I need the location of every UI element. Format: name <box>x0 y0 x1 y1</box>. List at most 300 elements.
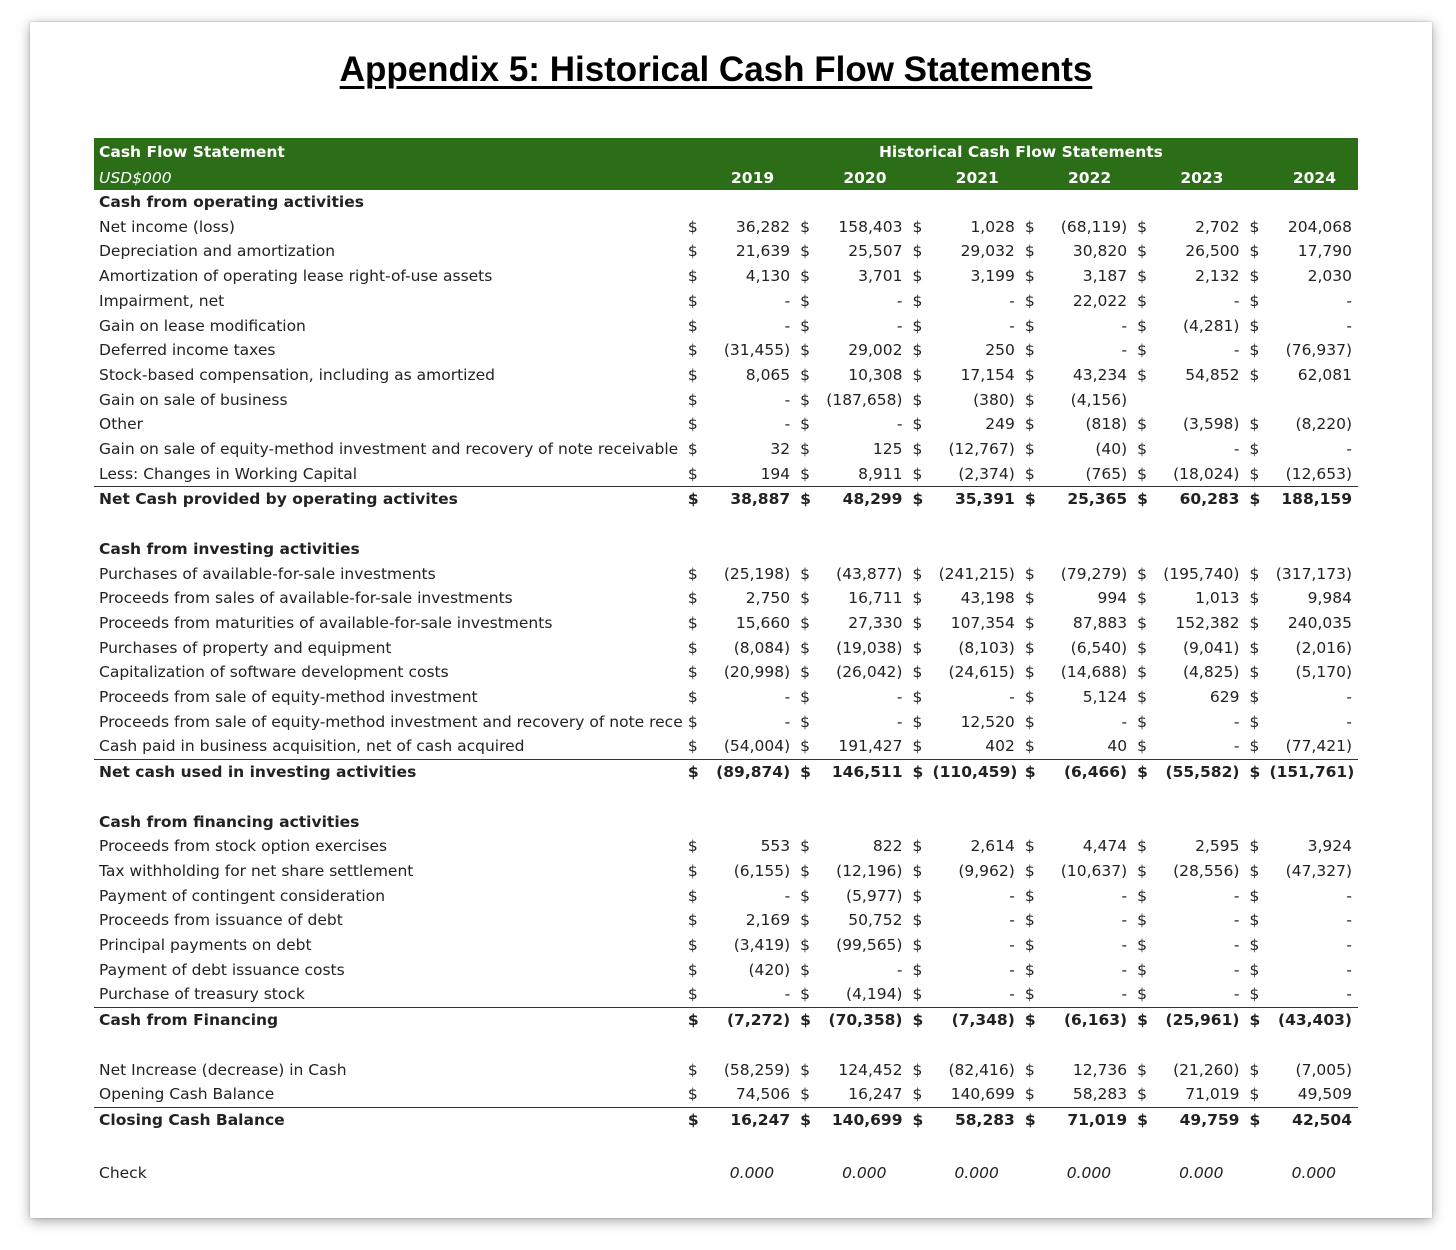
cash-flow-table <box>94 138 1358 1186</box>
year-header: 2023 <box>1133 166 1245 190</box>
currency-sign: $ <box>908 487 932 512</box>
value-cell: - <box>784 985 791 1004</box>
summary-row <box>94 1058 1358 1083</box>
line-item-row <box>94 215 1358 240</box>
currency-sign: $ <box>1133 1008 1157 1033</box>
value-cell: 62,081 <box>1297 365 1352 384</box>
currency-sign: $ <box>687 217 698 236</box>
value-cell: (89,874) <box>708 760 796 785</box>
value-cell: 43,198 <box>960 589 1015 608</box>
value-cell: (110,459) <box>933 760 1021 785</box>
year-header: 2024 <box>1245 166 1358 190</box>
currency-sign: $ <box>800 589 811 608</box>
section-heading-row <box>94 190 1358 215</box>
value-cell: 71,019 <box>1185 1085 1240 1104</box>
currency-sign: $ <box>1137 365 1148 384</box>
currency-sign: $ <box>1024 589 1035 608</box>
value-cell: (2,374) <box>958 464 1015 483</box>
currency-sign: $ <box>912 316 923 335</box>
value-cell: (6,155) <box>733 861 791 880</box>
value-cell: - <box>1121 911 1128 930</box>
currency-sign: $ <box>1024 267 1035 286</box>
currency-sign: $ <box>1137 564 1148 583</box>
currency-sign: $ <box>800 911 811 930</box>
row-label: Closing Cash Balance <box>94 1107 684 1132</box>
value-cell <box>1270 388 1358 413</box>
currency-sign: $ <box>1137 1085 1148 1104</box>
currency-sign: $ <box>1137 911 1148 930</box>
value-cell: 10,308 <box>848 365 903 384</box>
value-cell: - <box>1346 886 1352 905</box>
section-heading: Cash from investing activities <box>99 539 360 558</box>
value-cell: 629 <box>1209 688 1240 707</box>
value-cell: 3,199 <box>970 267 1015 286</box>
currency-sign: $ <box>687 985 698 1004</box>
currency-sign: $ <box>1137 886 1148 905</box>
value-cell: 17,790 <box>1297 242 1352 261</box>
line-item-row <box>94 388 1358 413</box>
value-cell: (818) <box>1085 415 1128 434</box>
value-cell: 74,506 <box>735 1085 791 1104</box>
currency-sign: $ <box>912 365 923 384</box>
line-item-row <box>94 710 1358 735</box>
value-cell: 16,711 <box>848 589 903 608</box>
currency-sign: $ <box>912 985 923 1004</box>
value-cell: - <box>1121 886 1128 905</box>
currency-sign: $ <box>1249 688 1260 707</box>
value-cell: 16,247 <box>708 1107 796 1132</box>
row-label: Purchases of available-for-sale investments <box>99 564 436 583</box>
line-item-row <box>94 586 1358 611</box>
row-label: Depreciation and amortization <box>99 242 336 261</box>
value-cell: 994 <box>1097 589 1128 608</box>
currency-sign: $ <box>1137 589 1148 608</box>
value-cell: 42,504 <box>1270 1107 1358 1132</box>
value-cell: (24,615) <box>948 663 1015 682</box>
value-cell: - <box>1346 911 1352 930</box>
currency-sign: $ <box>912 688 923 707</box>
currency-sign: $ <box>1137 638 1148 657</box>
value-cell: - <box>1121 936 1128 955</box>
value-cell: 25,507 <box>848 242 903 261</box>
value-cell: 49,759 <box>1157 1107 1245 1132</box>
row-label: Payment of contingent consideration <box>99 886 386 905</box>
section-heading: Cash from financing activities <box>99 812 360 831</box>
value-cell: - <box>784 712 791 731</box>
section-total-row <box>94 487 1358 512</box>
currency-sign: $ <box>800 1085 811 1104</box>
value-cell: - <box>1233 985 1240 1004</box>
value-cell: 25,365 <box>1045 487 1133 512</box>
currency-sign: $ <box>1024 1060 1035 1079</box>
value-cell: - <box>1009 985 1015 1004</box>
currency-sign: $ <box>1133 1107 1157 1132</box>
value-cell: (26,042) <box>836 663 903 682</box>
value-cell: - <box>1346 985 1352 1004</box>
value-cell: 5,124 <box>1082 688 1128 707</box>
currency-sign: $ <box>800 242 811 261</box>
currency-sign: $ <box>684 487 708 512</box>
value-cell: 71,019 <box>1045 1107 1133 1132</box>
currency-sign: $ <box>1137 663 1148 682</box>
section-total-row <box>94 760 1358 785</box>
currency-sign: $ <box>687 291 698 310</box>
value-cell: 1,013 <box>1195 589 1240 608</box>
currency-sign: $ <box>1024 886 1035 905</box>
line-item-row <box>94 562 1358 587</box>
currency-sign: $ <box>912 886 923 905</box>
currency-sign: $ <box>687 1085 698 1104</box>
currency-sign: $ <box>912 390 923 409</box>
currency-sign: $ <box>1137 737 1148 756</box>
line-item-row <box>94 338 1358 363</box>
currency-sign: $ <box>1137 960 1148 979</box>
historical-super-header: Historical Cash Flow Statements <box>684 138 1358 166</box>
currency-sign: $ <box>684 1008 708 1033</box>
row-label: Cash paid in business acquisition, net of cash acquired <box>99 737 525 756</box>
currency-sign: $ <box>1249 589 1260 608</box>
currency-sign: $ <box>687 861 698 880</box>
currency-sign: $ <box>1249 440 1260 459</box>
value-cell: 402 <box>985 737 1015 756</box>
check-value: 0.000 <box>842 1163 887 1182</box>
value-cell: 40 <box>1107 737 1128 756</box>
currency-sign: $ <box>687 564 698 583</box>
section-heading-filler <box>684 537 1358 562</box>
currency-sign: $ <box>912 613 923 632</box>
table-title: Cash Flow Statement <box>94 138 684 166</box>
value-cell: 58,283 <box>933 1107 1021 1132</box>
section-heading-filler <box>684 810 1358 835</box>
value-cell: 43,234 <box>1072 365 1128 384</box>
value-cell: - <box>1009 688 1015 707</box>
spacer-cell <box>94 785 1358 810</box>
currency-sign: $ <box>1021 487 1045 512</box>
value-cell: (4,194) <box>846 985 903 1004</box>
value-cell: (76,937) <box>1285 341 1352 360</box>
currency-sign: $ <box>1137 415 1148 434</box>
currency-sign: $ <box>800 365 811 384</box>
currency-sign: $ <box>796 487 820 512</box>
value-cell: 250 <box>985 341 1015 360</box>
row-label: Cash from Financing <box>94 1008 684 1033</box>
value-cell: 2,702 <box>1195 217 1240 236</box>
value-cell: 2,595 <box>1195 837 1240 856</box>
currency-sign: $ <box>1249 737 1260 756</box>
spacer-row <box>94 1133 1358 1160</box>
row-label: Net Increase (decrease) in Cash <box>99 1060 347 1079</box>
currency-sign: $ <box>796 1107 820 1132</box>
line-item-row <box>94 437 1358 462</box>
value-cell: - <box>1346 688 1352 707</box>
summary-row <box>94 1082 1358 1107</box>
currency-sign: $ <box>912 638 923 657</box>
currency-sign: $ <box>687 464 698 483</box>
line-item-row <box>94 636 1358 661</box>
value-cell: (8,103) <box>958 638 1015 657</box>
currency-sign: $ <box>687 242 698 261</box>
row-label: Net income (loss) <box>99 217 235 236</box>
section-total-row <box>94 1008 1358 1033</box>
currency-sign: $ <box>1137 613 1148 632</box>
value-cell: 60,283 <box>1157 487 1245 512</box>
value-cell: - <box>1233 291 1240 310</box>
currency-sign: $ <box>684 760 708 785</box>
currency-sign: $ <box>1249 613 1260 632</box>
value-cell: 125 <box>872 440 903 459</box>
currency-sign: $ <box>1024 316 1035 335</box>
value-cell: (47,327) <box>1285 861 1352 880</box>
value-cell: - <box>1346 316 1352 335</box>
currency-sign: $ <box>1137 837 1148 856</box>
row-label: Gain on sale of equity-method investment and recovery of note receivable <box>99 440 679 459</box>
value-cell: - <box>1233 960 1240 979</box>
currency-sign: $ <box>912 1085 923 1104</box>
value-cell: 32 <box>770 440 791 459</box>
value-cell: (4,156) <box>1070 390 1128 409</box>
currency-sign: $ <box>908 1107 932 1132</box>
value-cell: (9,962) <box>958 861 1015 880</box>
row-label: Proceeds from maturities of available-for-sale investments <box>99 613 553 632</box>
value-cell: (5,170) <box>1295 663 1352 682</box>
currency-sign: $ <box>800 737 811 756</box>
section-heading: Cash from operating activities <box>99 193 364 211</box>
currency-sign: $ <box>800 663 811 682</box>
currency-sign: $ <box>912 861 923 880</box>
currency-sign: $ <box>1137 440 1148 459</box>
value-cell: (195,740) <box>1163 564 1240 583</box>
value-cell: 140,699 <box>820 1107 908 1132</box>
currency-sign: $ <box>1137 688 1148 707</box>
value-cell: 140,699 <box>950 1085 1015 1104</box>
currency-sign: $ <box>687 712 698 731</box>
value-cell: 87,883 <box>1072 613 1128 632</box>
currency-sign: $ <box>687 960 698 979</box>
line-item-row <box>94 660 1358 685</box>
value-cell: 54,852 <box>1185 365 1240 384</box>
value-cell: 124,452 <box>838 1060 903 1079</box>
year-header: 2020 <box>796 166 908 190</box>
line-item-row <box>94 412 1358 437</box>
value-cell: (21,260) <box>1173 1060 1240 1079</box>
value-cell: 35,391 <box>933 487 1021 512</box>
line-item-row <box>94 314 1358 339</box>
row-label: Other <box>99 415 144 434</box>
row-label: Gain on lease modification <box>99 316 306 335</box>
currency-sign: $ <box>687 390 698 409</box>
row-label: Amortization of operating lease right-of-use assets <box>99 267 493 286</box>
currency-sign: $ <box>687 936 698 955</box>
value-cell: - <box>1346 936 1352 955</box>
value-cell: 48,299 <box>820 487 908 512</box>
currency-sign: $ <box>1021 1107 1045 1132</box>
currency-sign: $ <box>1249 242 1260 261</box>
value-cell: (54,004) <box>723 737 791 756</box>
value-cell: (82,416) <box>948 1060 1015 1079</box>
value-cell: 2,169 <box>745 911 791 930</box>
currency-sign: $ <box>912 911 923 930</box>
currency-sign: $ <box>1249 837 1260 856</box>
currency-sign: $ <box>687 837 698 856</box>
value-cell: - <box>784 415 791 434</box>
currency-sign: $ <box>800 886 811 905</box>
value-cell: 50,752 <box>848 911 903 930</box>
currency-sign: $ <box>1024 985 1035 1004</box>
value-cell: - <box>1009 911 1015 930</box>
currency-sign: $ <box>1137 1060 1148 1079</box>
spacer-row <box>94 1033 1358 1058</box>
value-cell: 21,639 <box>735 242 791 261</box>
value-cell: 822 <box>872 837 903 856</box>
row-label: Gain on sale of business <box>99 390 288 409</box>
value-cell: - <box>1233 440 1240 459</box>
currency-sign: $ <box>800 316 811 335</box>
value-cell: (6,163) <box>1045 1008 1133 1033</box>
currency-sign: $ <box>1024 564 1035 583</box>
currency-sign: $ <box>687 613 698 632</box>
row-label: Proceeds from issuance of debt <box>99 911 343 930</box>
currency-sign: $ <box>1249 712 1260 731</box>
currency-sign: $ <box>800 985 811 1004</box>
currency-sign: $ <box>1024 440 1035 459</box>
row-label: Purchase of treasury stock <box>99 985 305 1004</box>
currency-sign: $ <box>912 936 923 955</box>
check-value: 0.000 <box>729 1163 775 1182</box>
currency-sign: $ <box>1245 760 1269 785</box>
check-label: Check <box>99 1163 147 1182</box>
currency-sign: $ <box>1249 663 1260 682</box>
row-label: Net cash used in investing activities <box>94 760 684 785</box>
section-heading-row <box>94 537 1358 562</box>
currency-sign: $ <box>1024 341 1035 360</box>
currency-sign: $ <box>800 613 811 632</box>
line-item-row <box>94 734 1358 759</box>
value-cell: 2,614 <box>970 837 1015 856</box>
currency-sign: $ <box>800 936 811 955</box>
value-cell: (10,637) <box>1060 861 1128 880</box>
currency-sign: $ <box>1249 1085 1260 1104</box>
currency-sign: $ <box>1024 217 1035 236</box>
currency-sign: $ <box>1024 415 1035 434</box>
value-cell: - <box>1009 886 1015 905</box>
value-cell: 2,030 <box>1307 267 1352 286</box>
currency-sign: $ <box>1024 638 1035 657</box>
currency-sign: $ <box>800 960 811 979</box>
currency-sign: $ <box>800 415 811 434</box>
value-cell: 58,283 <box>1072 1085 1128 1104</box>
currency-sign: $ <box>1021 1008 1045 1033</box>
value-cell: - <box>1346 712 1352 731</box>
value-cell: (7,272) <box>708 1008 796 1033</box>
value-cell: 8,911 <box>858 464 903 483</box>
value-cell: 38,887 <box>708 487 796 512</box>
row-label: Deferred income taxes <box>99 341 276 360</box>
currency-sign: $ <box>1024 291 1035 310</box>
value-cell: - <box>896 291 903 310</box>
value-cell: - <box>1009 960 1015 979</box>
value-cell: - <box>1009 291 1015 310</box>
check-value: 0.000 <box>1179 1163 1224 1182</box>
value-cell: (25,198) <box>723 564 791 583</box>
line-item-row <box>94 264 1358 289</box>
currency-sign: $ <box>687 638 698 657</box>
value-cell: - <box>1009 316 1015 335</box>
value-cell: - <box>1121 712 1128 731</box>
currency-sign: $ <box>912 837 923 856</box>
currency-sign: $ <box>1249 291 1260 310</box>
currency-sign: $ <box>1024 712 1035 731</box>
value-cell: (28,556) <box>1173 861 1240 880</box>
currency-sign: $ <box>1024 613 1035 632</box>
value-cell: 158,403 <box>838 217 903 236</box>
value-cell: 2,132 <box>1195 267 1240 286</box>
line-item-row <box>94 958 1358 983</box>
value-cell: 8,065 <box>745 365 791 384</box>
currency-sign: $ <box>912 415 923 434</box>
currency-sign: $ <box>796 1008 820 1033</box>
value-cell: 3,924 <box>1307 837 1352 856</box>
currency-sign: $ <box>687 365 698 384</box>
value-cell: 29,032 <box>960 242 1015 261</box>
currency-sign: $ <box>1249 267 1260 286</box>
currency-sign: $ <box>1249 911 1260 930</box>
line-item-row <box>94 834 1358 859</box>
value-cell: 194 <box>760 464 791 483</box>
value-cell: (420) <box>748 960 791 979</box>
year-header: 2021 <box>908 166 1020 190</box>
currency-sign: $ <box>687 415 698 434</box>
currency-sign: $ <box>800 217 811 236</box>
currency-sign: $ <box>1249 365 1260 384</box>
value-cell: (18,024) <box>1173 464 1240 483</box>
value-cell: - <box>1233 911 1240 930</box>
currency-sign: $ <box>1137 712 1148 731</box>
currency-sign: $ <box>800 688 811 707</box>
currency-sign: $ <box>1024 464 1035 483</box>
currency-sign: $ <box>912 267 923 286</box>
currency-sign: $ <box>1249 861 1260 880</box>
value-cell: 12,520 <box>960 712 1015 731</box>
line-item-row <box>94 462 1358 487</box>
currency-sign: $ <box>800 1060 811 1079</box>
currency-sign <box>1245 388 1269 413</box>
value-cell: - <box>1233 712 1240 731</box>
value-cell: (4,281) <box>1183 316 1240 335</box>
value-cell: - <box>896 688 903 707</box>
currency-sign: $ <box>800 638 811 657</box>
value-cell: (5,977) <box>846 886 903 905</box>
currency-sign: $ <box>1137 217 1148 236</box>
row-label: Impairment, net <box>99 291 225 310</box>
spacer-cell <box>94 1033 1358 1058</box>
currency-sign: $ <box>800 291 811 310</box>
value-cell: - <box>1233 341 1240 360</box>
value-cell: (3,598) <box>1183 415 1240 434</box>
currency-sign: $ <box>912 564 923 583</box>
year-header: 2019 <box>684 166 796 190</box>
value-cell: - <box>1346 291 1352 310</box>
currency-sign: $ <box>1137 936 1148 955</box>
currency-sign: $ <box>1024 911 1035 930</box>
value-cell: (317,173) <box>1275 564 1352 583</box>
row-label: Proceeds from sale of equity-method investment and recovery of note rece <box>99 712 683 731</box>
value-cell: 553 <box>760 837 791 856</box>
currency-sign: $ <box>687 737 698 756</box>
currency-sign: $ <box>1245 487 1269 512</box>
currency-sign: $ <box>912 242 923 261</box>
currency-sign: $ <box>800 390 811 409</box>
value-cell: (4,825) <box>1183 663 1240 682</box>
